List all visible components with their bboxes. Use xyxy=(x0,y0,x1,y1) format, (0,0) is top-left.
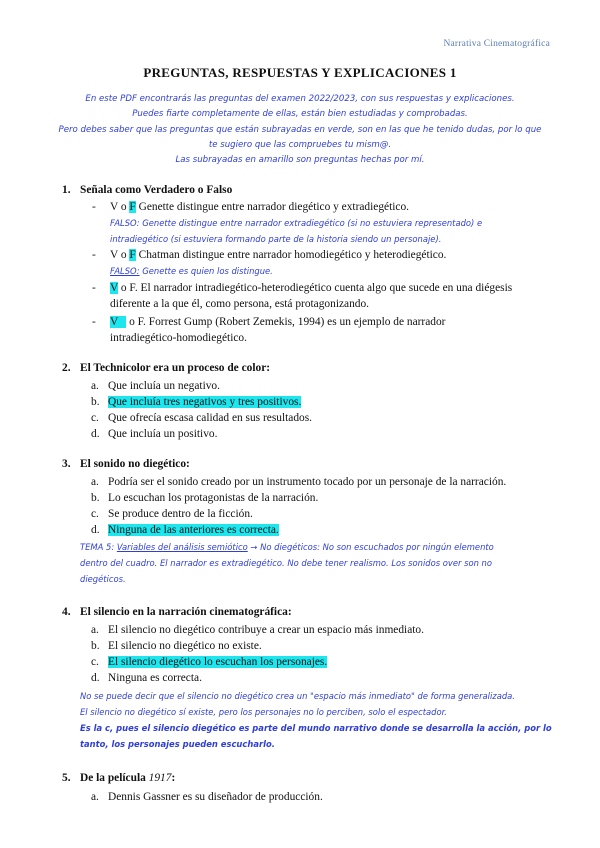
q2-option-d: d. Que incluía un positivo. xyxy=(91,428,218,440)
question-5-heading: 5. De la película 1917: xyxy=(62,772,176,784)
q4-option-b: b. El silencio no diegético no existe. xyxy=(91,640,262,652)
q5-option-a: a. Dennis Gassner es su diseñador de producción. xyxy=(91,791,323,803)
q4-option-d: d. Ninguna es correcta. xyxy=(91,672,202,684)
question-2-heading: 2. El Technicolor era un proceso de color: xyxy=(62,362,271,374)
q3-option-a: a. Podría ser el sonido creado por un instrumento tocado por un personaje de la narración. xyxy=(91,476,507,488)
question-1-heading: 1. Señala como Verdadero o Falso xyxy=(62,184,233,196)
q1-explanation-2: FALSO: Genette es quien los distingue. xyxy=(110,266,273,276)
intro-line: En este PDF encontrarás las preguntas del examen 2022/2023, con sus respuestas y explicaciones. xyxy=(85,94,515,104)
q4-option-c: c. El silencio diegético lo escuchan los personajes. xyxy=(91,656,328,668)
q1-item-4: - V o F. Forrest Gump (Robert Zemekis, 1994) es un ejemplo de narrador intradiegético-homodiegético. xyxy=(92,316,446,344)
document-title: PREGUNTAS, RESPUESTAS Y EXPLICACIONES 1 xyxy=(143,65,457,80)
intro-line: te sugiero que las compruebes tu mism@. xyxy=(208,139,392,150)
intro-line: Las subrayadas en amarillo son preguntas hechas por mí. xyxy=(175,155,425,166)
q2-option-a: a. Que incluía un negativo. xyxy=(91,380,220,392)
q2-option-b: b. Que incluía tres negativos y tres positivos. xyxy=(91,396,302,408)
intro-line: Pero debes saber que las preguntas que están subrayadas en verde, son en las que he tenido dudas, por lo que xyxy=(58,124,542,135)
intro-line: Puedes fiarte completamente de ellas, están bien estudiadas y comprobadas. xyxy=(132,109,468,120)
q3-option-d: d. Ninguna de las anteriores es correcta. xyxy=(91,524,279,536)
q3-explanation: TEMA 5: Variables del análisis semiótico → No diegéticos: No son escuchados por ningún elemento dentro del cuadro. El narrador es extradiegético. No debe tener realismo. Los sonidos over son no diegéticos. xyxy=(80,542,494,584)
q4-option-a: a. El silencio no diegético contribuye a crear un espacio más inmediato. xyxy=(91,624,424,636)
q1-item-3: - V o F. El narrador intradiegético-heterodiegético cuenta algo que sucede en una diégesis diferente a la que él, como persona, está protagonizando. xyxy=(92,282,513,310)
q2-option-c: c. Que ofrecía escasa calidad en sus resultados. xyxy=(91,412,312,424)
q1-explanation-1: FALSO: Genette distingue entre narrador extradiegético (si no estuviera representado) e intradiegético (si estuviera formando parte de la historia siendo un personaje). xyxy=(110,218,483,244)
running-header: Narrativa Cinematográfica xyxy=(443,39,550,49)
tema-link[interactable]: Variables del análisis semiótico xyxy=(116,542,248,552)
q3-option-b: b. Lo escuchan los protagonistas de la narración. xyxy=(91,492,319,504)
q3-option-c: c. Se produce dentro de la ficción. xyxy=(91,508,253,520)
q1-item-1: - V o F Genette distingue entre narrador diegético y extradiegético. xyxy=(92,201,410,213)
q4-explanation: No se puede decir que el silencio no diegético crea un "espacio más inmediato" de forma generalizada. El silencio no diegético sí existe, pero los personajes no lo perciben, solo el espectador. Es la c, pues el silencio diegético es parte del mundo narrativo donde se desarrolla la acción, por lo tanto, los personajes pueden escucharlo. xyxy=(80,691,552,749)
intro-note xyxy=(50,92,550,168)
question-3-heading: 3. El sonido no diegético: xyxy=(62,458,190,470)
question-4-heading: 4. El silencio en la narración cinematográfica: xyxy=(62,606,292,618)
q1-item-2: - V o F Chatman distingue entre narrador homodiegético y heterodiegético. xyxy=(92,249,447,261)
